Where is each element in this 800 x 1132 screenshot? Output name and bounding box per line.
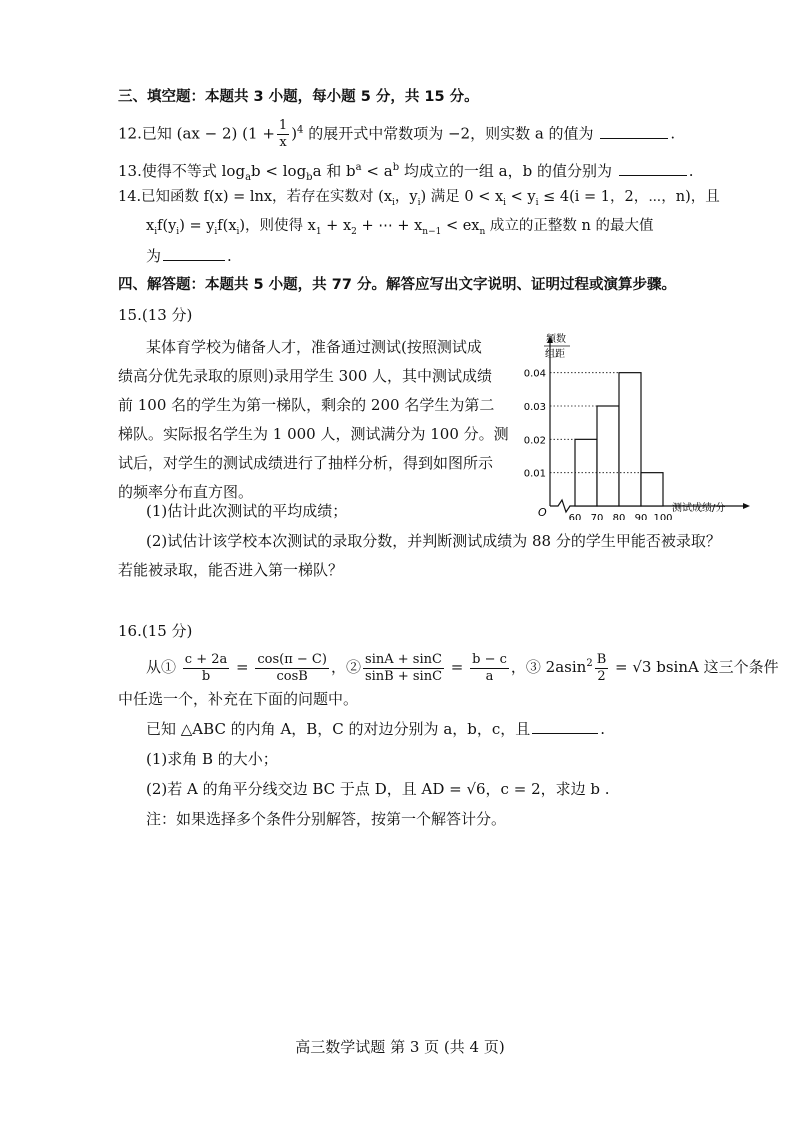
x-axis-arrow — [743, 503, 750, 509]
question-14-line1: 14.已知函数 f(x) = lnx，若存在实数对 ($x_i$，$y_i$) 满足 $0 < x_i < y_i \le 4(i = 1$，2，⋯，n)，且 — [118, 189, 720, 208]
x-tick-label: 90 — [634, 513, 648, 520]
answer-blank-13[interactable] — [619, 161, 687, 176]
question-16-label: 16.(15 分) — [118, 622, 193, 640]
question-15-stem: 某体育学校为储备人才，准备通过测试(按照测试成 绩高分优先录取的原则)录用学生 300 人，其中测试成绩 前 100 名的学生为第一梯队，剩余的 200 名学生为第二 梯队。实际报名学生为 1 000 人，测试满分为 100 分。测 试后，对学生的测试成绩进行了抽样分析，得到如图所示 的频率分布直方图。 — [118, 338, 509, 501]
section3-heading: 三、填空题：本题共 3 小题，每小题 5 分，共 15 分。 — [118, 89, 479, 105]
question-16-line2: 中任选一个，补充在下面的问题中。 — [118, 690, 359, 708]
question-13: 13.使得不等式 $\log_ab < \log_ba$ 和 $b^a < a^b$ 均成立的一组 a，b 的值分别为 . — [118, 162, 694, 183]
answer-blank-14[interactable] — [163, 246, 225, 261]
answer-blank-16[interactable] — [532, 719, 598, 734]
question-12: 12.已知 (ax − 2) (1 + $\frac{1}{x}$ )$^4$ 的展开式中常数项为 −2，则实数 a 的值为 . — [118, 118, 676, 150]
frequency-histogram — [510, 330, 760, 520]
question-16-note: 注：如果选择多个条件分别解答，按第一个解答计分。 — [146, 810, 507, 828]
histogram-bar — [641, 473, 663, 506]
histogram-bar — [619, 373, 641, 506]
x-tick-label: 70 — [590, 513, 604, 520]
y-tick-label: 0.02 — [523, 435, 546, 447]
chart-origin: O — [538, 506, 547, 519]
question-16-part1: (1)求角 B 的大小； — [146, 750, 278, 768]
histogram-bar — [597, 406, 619, 506]
question-14-line3: 为 . — [146, 247, 232, 265]
x-tick-label: 60 — [568, 513, 582, 520]
y-label-bottom: 组距 — [545, 349, 565, 360]
page-footer: 高三数学试题 第 3 页 (共 4 页) — [295, 1038, 505, 1056]
question-16-part2: (2)若 A 的角平分线交边 BC 于点 D，且 AD = √6，c = 2，求边 b . — [146, 780, 610, 798]
question-14-line2: $x_if(y_i) = y_if(x_i)$，则使得 $x_1 + x_2$ + ⋯ + $x_{n-1} < ex_n$ 成立的正整数 n 的最大值 — [146, 218, 654, 237]
question-15-part2-cont: 若能被录取，能否进入第一梯队？ — [118, 561, 344, 579]
y-tick-label: 0.04 — [523, 368, 546, 380]
question-15-part2: (2)试估计该学校本次测试的录取分数，并判断测试成绩为 88 分的学生甲能否被录取？ — [146, 532, 721, 550]
y-tick-label: 0.03 — [523, 402, 546, 413]
y-tick-label: 0.01 — [523, 468, 546, 480]
question-15-label: 15.(13 分) — [118, 306, 193, 324]
x-tick-label: 80 — [612, 513, 626, 520]
y-label-top: 频数 — [546, 334, 566, 345]
question-15-part1: (1)估计此次测试的平均成绩； — [146, 502, 348, 520]
section4-heading: 四、解答题：本题共 5 小题，共 77 分。解答应写出文字说明、证明过程或演算步骤。 — [118, 277, 676, 293]
x-axis-label: 测试成绩/分 — [672, 503, 726, 514]
question-16-line3: 已知 △ABC 的内角 A，B，C 的对边分别为 a，b，c，且 . — [146, 720, 606, 738]
answer-blank-12[interactable] — [600, 124, 668, 139]
x-tick-label: 100 — [653, 513, 673, 520]
question-16-conditions: 从① $\frac{c + 2a}{b}$ = $\frac{\cos(\pi - C)}{\cos B}$ ，② $\frac{\sin A + \sin C}{\sin B + \sin C}$ = $\frac{b - c}{a}$ ，③ 2asin$^2$ $\frac{B}{2}$ = √3 bsinA 这三个条件 — [146, 651, 779, 684]
